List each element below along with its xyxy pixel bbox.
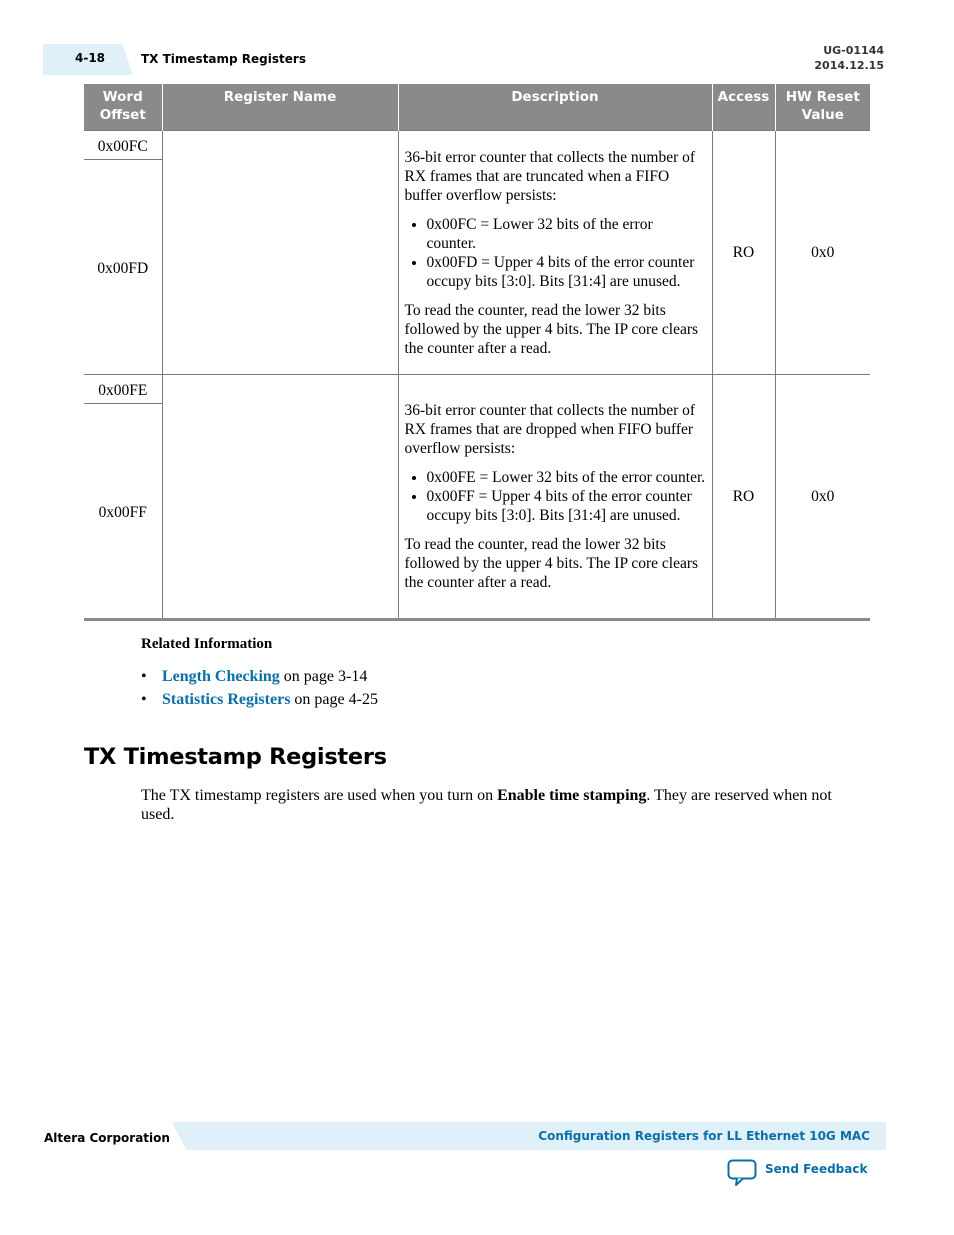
link-page-ref: on page 4-25 <box>290 691 378 708</box>
footer-document-title[interactable]: Configuration Registers for LL Ethernet 10G MAC <box>538 1129 870 1143</box>
word-offset: 0x00FD <box>97 260 149 277</box>
word-offset-cell <box>84 131 162 160</box>
description-bullets <box>405 215 706 291</box>
word-offset: 0x00FF <box>98 504 147 521</box>
table-row <box>84 375 870 404</box>
word-offset-cell <box>84 160 162 375</box>
list-item <box>141 665 378 688</box>
link-page-ref: on page 3-14 <box>279 668 368 685</box>
list-item <box>141 688 378 711</box>
word-offset-cell <box>84 404 162 620</box>
body-bold-term: Enable time stamping <box>497 787 647 804</box>
description-outro: To read the counter, read the lower 32 bits followed by the upper 4 bits. The IP core clears the counter after a read. <box>404 301 699 357</box>
footer-company: Altera Corporation <box>44 1131 170 1145</box>
body-text: The TX timestamp registers are used when you turn on <box>141 787 498 804</box>
document-id-block <box>814 43 884 73</box>
hw-reset-cell: 0x0 <box>775 375 870 620</box>
description-cell <box>398 375 712 620</box>
register-name-cell <box>162 375 398 620</box>
section-title: TX Timestamp Registers <box>84 744 387 770</box>
page-number: 4-18 <box>75 51 106 65</box>
length-checking-link[interactable]: Length Checking <box>162 668 280 685</box>
related-information-heading: Related Information <box>141 636 273 652</box>
word-offset: 0x00FE <box>98 382 148 399</box>
list-item: • 0x00FE = Lower 32 bits of the error counter. <box>427 468 706 487</box>
list-item: • 0x00FF = Upper 4 bits of the error counter occupy bits [3:0]. Bits [31:4] are unused. <box>427 487 706 525</box>
column-header-access: Access <box>712 84 775 131</box>
statistics-registers-link[interactable]: Statistics Registers <box>162 691 291 708</box>
table-row <box>84 131 870 160</box>
table-header-row <box>84 84 870 131</box>
column-header-hw-reset-value: HW Reset Value <box>775 84 870 131</box>
word-offset: 0x00FC <box>97 138 148 155</box>
body-text: . They are reserved when not used. <box>141 787 832 823</box>
list-item: • 0x00FD = Upper 4 bits of the error counter occupy bits [3:0]. Bits [31:4] are unused. <box>427 253 706 291</box>
column-header-register-name: Register Name <box>162 84 398 131</box>
speech-bubble-icon[interactable] <box>727 1159 757 1187</box>
access-cell: RO <box>712 375 775 620</box>
running-header-section: TX Timestamp Registers <box>141 52 306 66</box>
send-feedback-link[interactable]: Send Feedback <box>765 1162 868 1176</box>
description-bullets <box>405 468 706 525</box>
column-header-word-offset: Word Offset <box>84 84 162 131</box>
document-id: UG-01144 <box>823 44 884 57</box>
section-body <box>141 786 861 824</box>
description-intro: 36-bit error counter that collects the number of RX frames that are dropped when FIFO buffer overflow persists: <box>404 402 696 457</box>
related-links-list <box>141 665 378 711</box>
description-cell <box>398 131 712 375</box>
list-item: • 0x00FC = Lower 32 bits of the error counter. <box>427 215 706 253</box>
document-date: 2014.12.15 <box>814 59 884 72</box>
register-name-cell <box>162 131 398 375</box>
word-offset-cell <box>84 375 162 404</box>
hw-reset-cell: 0x0 <box>775 131 870 375</box>
access-cell: RO <box>712 131 775 375</box>
register-table <box>84 84 870 621</box>
column-header-description: Description <box>398 84 712 131</box>
description-intro: 36-bit error counter that collects the number of RX frames that are truncated when a FIFO buffer overflow persists: <box>404 148 696 204</box>
description-outro: To read the counter, read the lower 32 bits followed by the upper 4 bits. The IP core clears the counter after a read. <box>404 536 699 591</box>
